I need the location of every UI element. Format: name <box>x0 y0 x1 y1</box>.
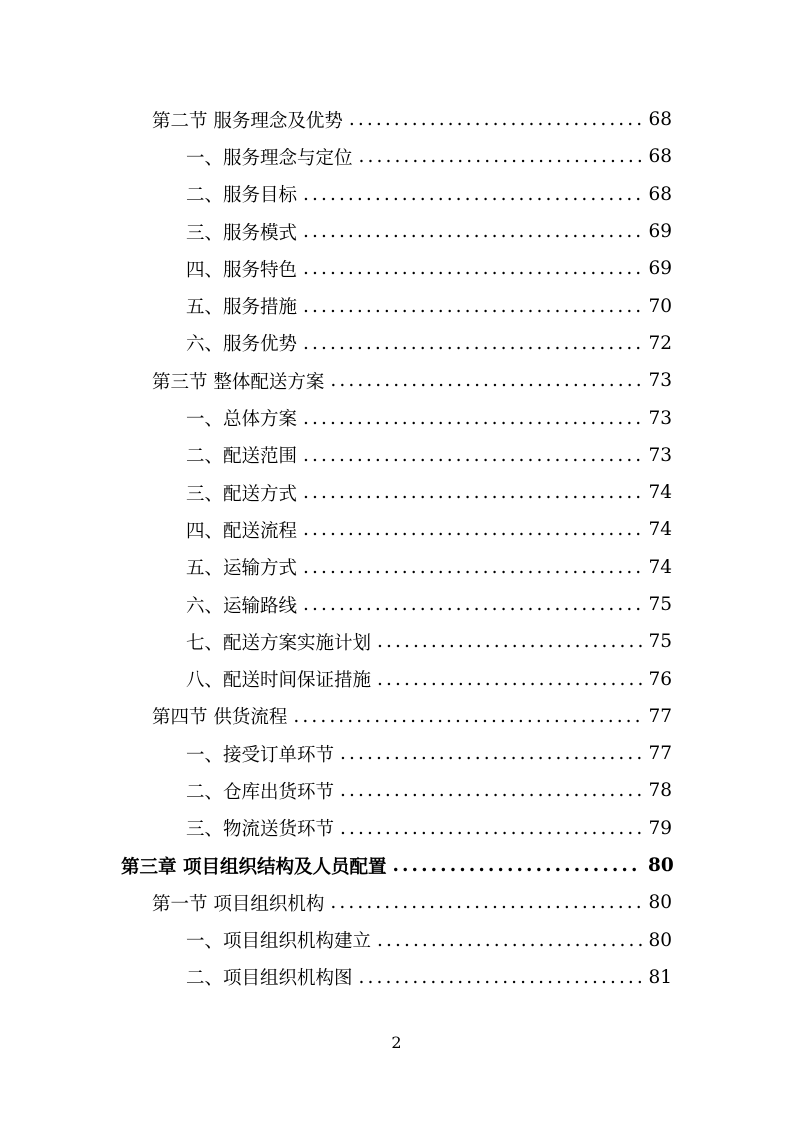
toc-entry[interactable] <box>0 623 793 660</box>
toc-entry[interactable] <box>0 399 793 436</box>
toc-entry[interactable] <box>0 101 793 138</box>
toc-entry-title: 四、配送流程 <box>186 520 298 542</box>
toc-entry-page: 75 <box>648 631 672 653</box>
toc-entry-title: 三、服务模式 <box>186 222 298 244</box>
toc-entry[interactable] <box>0 810 793 847</box>
toc-entry[interactable] <box>0 474 793 511</box>
toc-entry-title: 二、服务目标 <box>186 185 298 207</box>
toc-entry-title: 五、运输方式 <box>186 558 298 580</box>
toc-entry-title: 三、物流送货环节 <box>186 819 335 841</box>
dot-leader <box>303 557 642 578</box>
toc-entry-title: 五、服务措施 <box>186 297 298 319</box>
toc-entry-page: 70 <box>648 295 672 317</box>
toc-entry-title: 第三章 项目组织结构及人员配置 <box>121 856 387 878</box>
toc-entry[interactable] <box>0 922 793 959</box>
toc-entry[interactable] <box>0 847 793 884</box>
toc-entry-page: 73 <box>648 370 672 392</box>
toc-entry-page: 68 <box>648 109 672 131</box>
toc-entry-title: 六、运输路线 <box>186 595 298 617</box>
dot-leader <box>340 780 642 801</box>
dot-leader <box>303 221 642 242</box>
toc-entry-page: 80 <box>648 855 674 877</box>
toc-entry-page: 68 <box>648 146 672 168</box>
toc-entry-title: 第三节 整体配送方案 <box>152 371 325 393</box>
toc-entry-page: 77 <box>648 743 672 765</box>
toc-entry-title: 六、服务优势 <box>186 334 298 356</box>
toc-entry-page: 75 <box>648 594 672 615</box>
toc-entry[interactable] <box>0 250 793 287</box>
toc-entry-title: 第一节 项目组织机构 <box>152 893 325 915</box>
toc-entry-page: 74 <box>648 482 672 504</box>
toc-entry[interactable] <box>0 325 793 362</box>
toc-entry-title: 第二节 服务理念及优势 <box>152 110 343 132</box>
table-of-contents <box>0 101 793 996</box>
toc-entry-page: 78 <box>648 780 672 802</box>
toc-entry-page: 80 <box>648 892 672 914</box>
dot-leader <box>359 146 642 167</box>
toc-entry-title: 三、配送方式 <box>186 483 298 505</box>
toc-entry-page: 69 <box>648 221 672 243</box>
toc-entry-title: 八、配送时间保证措施 <box>186 670 372 692</box>
dot-leader <box>303 445 642 466</box>
toc-entry[interactable] <box>0 959 793 996</box>
dot-leader <box>349 109 642 130</box>
toc-entry[interactable] <box>0 586 793 623</box>
dot-leader <box>303 184 642 205</box>
toc-entry-page: 74 <box>648 556 672 578</box>
toc-entry-page: 68 <box>648 183 672 205</box>
toc-entry-title: 二、配送范围 <box>186 446 298 468</box>
toc-entry[interactable] <box>0 660 793 697</box>
toc-entry-page: 76 <box>648 668 672 690</box>
dot-leader <box>392 855 642 876</box>
toc-entry-page: 74 <box>648 519 672 541</box>
dot-leader <box>330 370 642 391</box>
toc-entry-page: 79 <box>648 817 672 839</box>
toc-entry[interactable] <box>0 735 793 772</box>
toc-entry[interactable] <box>0 362 793 399</box>
toc-entry[interactable] <box>0 549 793 586</box>
dot-leader <box>340 743 642 764</box>
toc-entry[interactable] <box>0 176 793 213</box>
toc-entry-title: 七、配送方案实施计划 <box>186 632 372 654</box>
dot-leader <box>303 482 642 503</box>
toc-entry-page: 72 <box>648 332 672 354</box>
toc-entry-page: 69 <box>648 258 672 280</box>
dot-leader <box>359 967 642 988</box>
toc-entry-page: 80 <box>648 929 672 951</box>
toc-entry-title: 四、服务特色 <box>186 259 298 281</box>
dot-leader <box>377 631 642 652</box>
dot-leader <box>330 892 642 913</box>
toc-entry-title: 二、项目组织机构图 <box>186 968 353 990</box>
page-number: 2 <box>391 1033 402 1052</box>
dot-leader <box>377 669 642 690</box>
toc-entry[interactable] <box>0 511 793 548</box>
toc-entry-title: 一、服务理念与定位 <box>186 147 353 169</box>
dot-leader <box>303 519 642 540</box>
toc-entry[interactable] <box>0 287 793 324</box>
dot-leader <box>377 930 642 951</box>
dot-leader <box>293 706 642 727</box>
toc-entry[interactable] <box>0 772 793 809</box>
dot-leader <box>340 818 642 839</box>
toc-entry-title: 一、接受订单环节 <box>186 744 335 766</box>
toc-entry-page: 77 <box>648 705 672 727</box>
toc-entry[interactable] <box>0 437 793 474</box>
toc-entry-page: 73 <box>648 407 672 429</box>
dot-leader <box>303 408 642 429</box>
toc-entry[interactable] <box>0 213 793 250</box>
dot-leader <box>303 296 642 317</box>
toc-entry-title: 二、仓库出货环节 <box>186 781 335 803</box>
toc-entry-page: 81 <box>648 966 672 988</box>
dot-leader <box>303 258 642 279</box>
toc-entry-page: 73 <box>648 444 672 466</box>
toc-entry-title: 一、总体方案 <box>186 409 298 431</box>
toc-entry[interactable] <box>0 884 793 921</box>
toc-entry[interactable] <box>0 698 793 735</box>
toc-entry-title: 一、项目组织机构建立 <box>186 931 372 953</box>
dot-leader <box>303 333 642 354</box>
dot-leader <box>303 594 642 615</box>
toc-entry[interactable] <box>0 138 793 175</box>
toc-entry-title: 第四节 供货流程 <box>152 707 288 729</box>
